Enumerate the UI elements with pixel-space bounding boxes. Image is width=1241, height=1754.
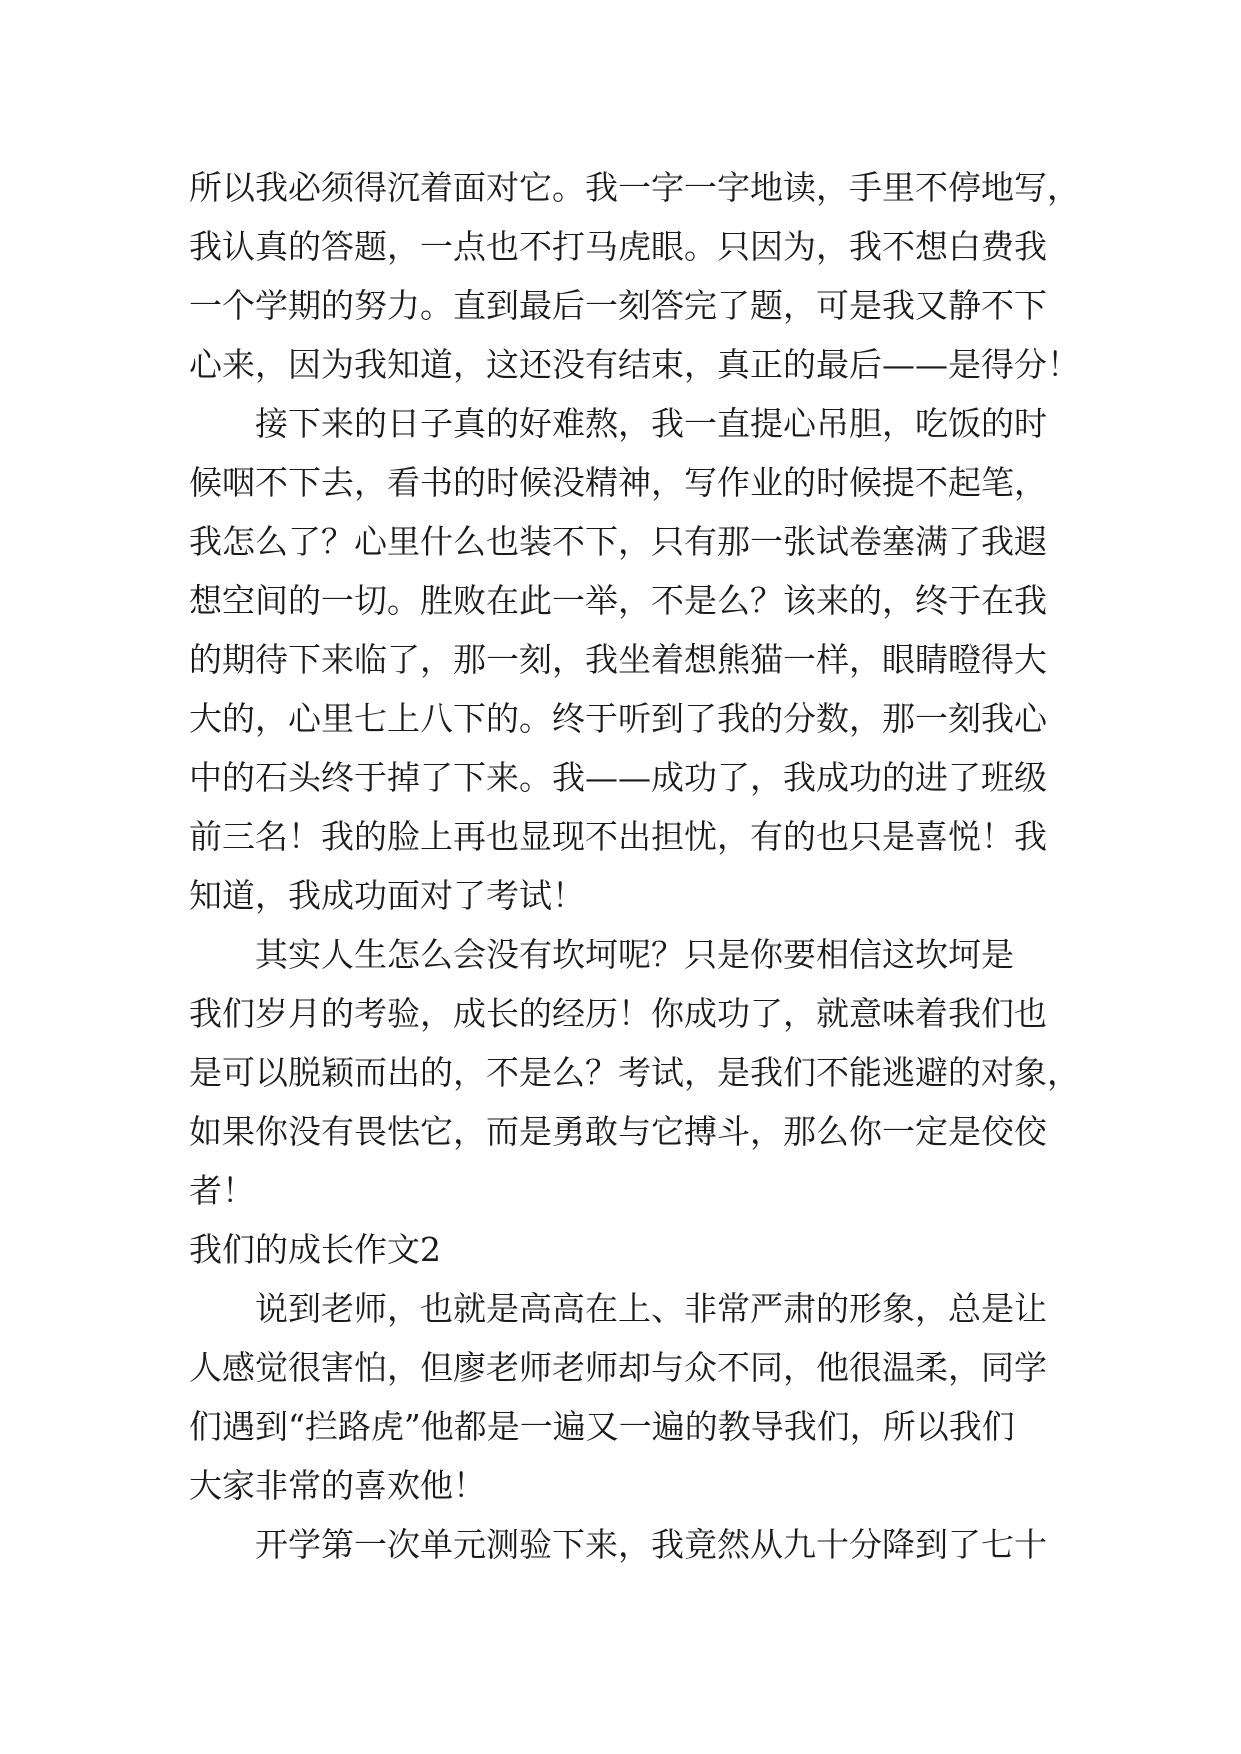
paragraph-start-line: 开学第一次单元测验下来，我竟然从九十分降到了七十 — [255, 1525, 1047, 1564]
text-line: 的期待下来临了，那一刻，我坐着想熊猫一样，眼睛瞪得大 — [189, 640, 1047, 679]
text-line: 心来，因为我知道，这还没有结束，真正的最后——是得分！ — [189, 345, 1080, 384]
text-line: 一个学期的努力。直到最后一刻答完了题，可是我又静不下 — [189, 286, 1047, 325]
text-line: 者！ — [189, 1171, 255, 1210]
paragraph-start-line: 接下来的日子真的好难熬，我一直提心吊胆，吃饭的时 — [255, 404, 1047, 443]
text-line: 我怎么了？心里什么也装不下，只有那一张试卷塞满了我遐 — [189, 522, 1047, 561]
text-line: 前三名！我的脸上再也显现不出担忧，有的也只是喜悦！我 — [189, 817, 1047, 856]
text-line: 所以我必须得沉着面对它。我一字一字地读，手里不停地写， — [189, 168, 1080, 207]
text-line: 大的，心里七上八下的。终于听到了我的分数，那一刻我心 — [189, 699, 1047, 738]
document-body — [189, 158, 1080, 1574]
paragraph-start-line: 说到老师，也就是高高在上、非常严肃的形象，总是让 — [255, 1289, 1047, 1328]
text-line: 中的石头终于掉了下来。我——成功了，我成功的进了班级 — [189, 758, 1047, 797]
text-line: 我认真的答题，一点也不打马虎眼。只因为，我不想白费我 — [189, 227, 1047, 266]
paragraph-start-line: 其实人生怎么会没有坎坷呢？只是你要相信这坎坷是 — [255, 935, 1014, 974]
text-line: 们遇到“拦路虎”他都是一遍又一遍的教导我们，所以我们 — [189, 1407, 1015, 1446]
text-line: 人感觉很害怕，但廖老师老师却与众不同，他很温柔，同学 — [189, 1348, 1047, 1387]
text-line: 如果你没有畏怯它，而是勇敢与它搏斗，那么你一定是佼佼 — [189, 1112, 1047, 1151]
text-line: 候咽不下去，看书的时候没精神，写作业的时候提不起笔， — [189, 463, 1047, 502]
text-line: 想空间的一切。胜败在此一举，不是么？该来的，终于在我 — [189, 581, 1047, 620]
text-line: 知道，我成功面对了考试！ — [189, 876, 585, 915]
section-heading: 我们的成长作文2 — [189, 1230, 441, 1269]
text-line: 大家非常的喜欢他！ — [189, 1466, 486, 1505]
text-line: 是可以脱颖而出的，不是么？考试，是我们不能逃避的对象， — [189, 1053, 1080, 1092]
text-line: 我们岁月的考验，成长的经历！你成功了，就意味着我们也 — [189, 994, 1047, 1033]
